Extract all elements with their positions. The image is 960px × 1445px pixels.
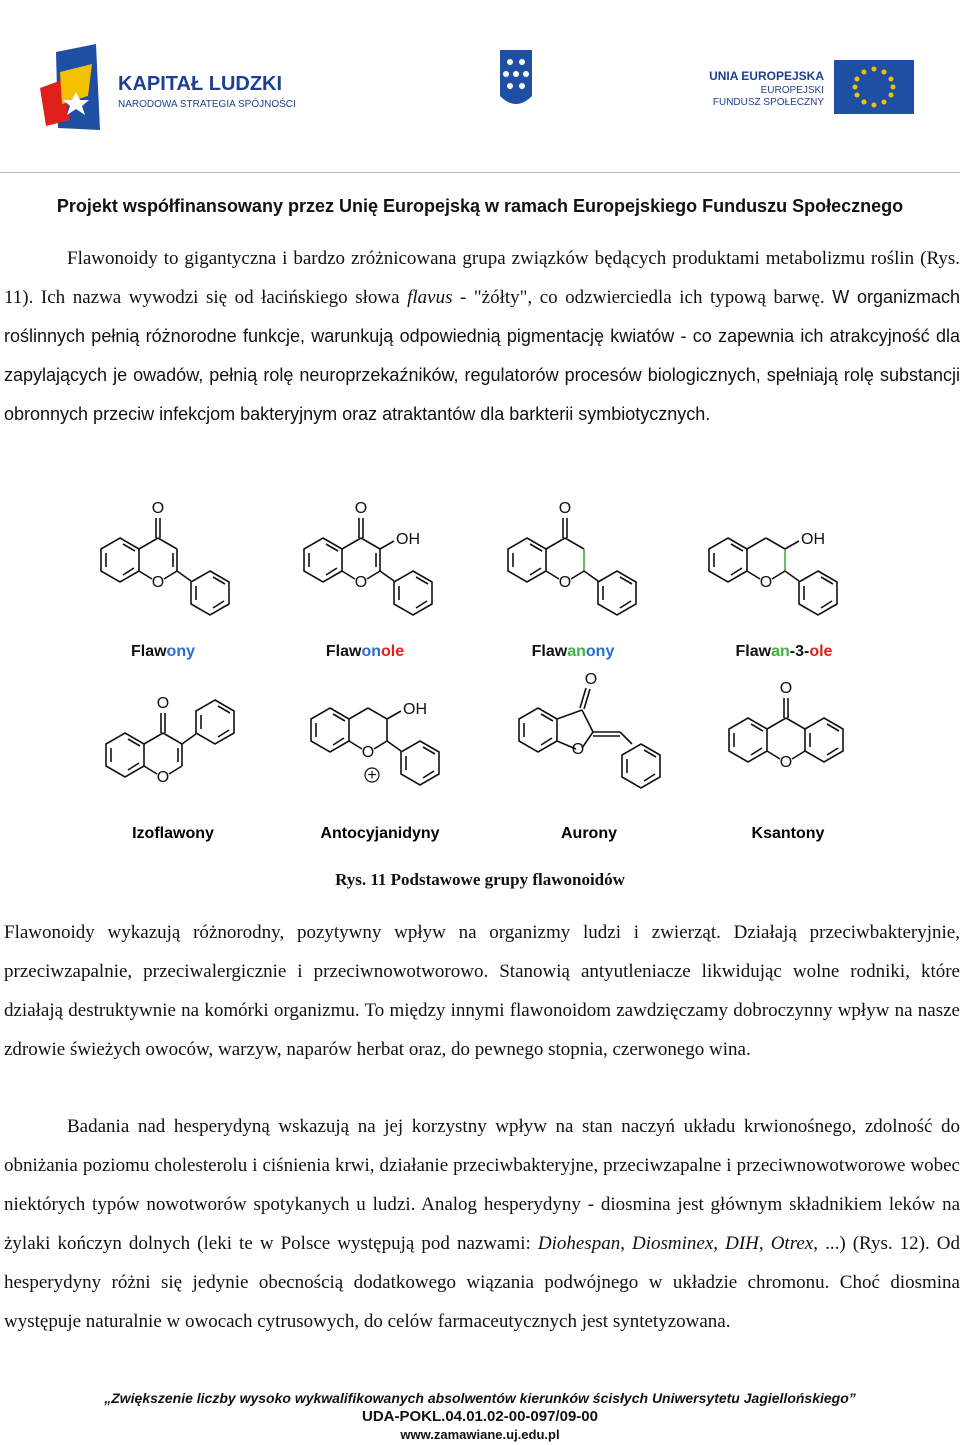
- structure-label: [532, 643, 615, 660]
- ring-oxygen: O: [151, 574, 165, 591]
- structure-label: Antocyjanidyny: [320, 825, 440, 842]
- ring-oxygen: O: [361, 744, 375, 761]
- structure-label: [736, 643, 833, 660]
- structure-label: [326, 643, 404, 660]
- hydroxyl-group: OH: [403, 701, 427, 718]
- phenyl-ring: [191, 571, 229, 615]
- ketone-oxygen: O: [151, 500, 165, 517]
- bond-line: [387, 711, 401, 719]
- paragraph-1: [4, 239, 960, 434]
- bond-line: [571, 571, 584, 579]
- ketone-oxygen: O: [354, 500, 368, 517]
- label-part: Flaw: [130, 643, 167, 660]
- paragraph-3: Badania nad hesperydyną wskazują na jej korzystny wpływ na stan naczyń układu krwionośnego, zdolność do obniżania poziomu cholesterolu i ciśnienia krwi, działanie przeciwbakteryjne, przeciwzapalne i przeciwnowotworowe wobec niektórych typów nowotworów spotykanych u ludzi. Analog hesperydyny - diosmina jest głównym składnikiem leków na żylaki kończyn dolnych (leki te w Polsce występują pod nazwami: Diohespan, Diosminex, DIH, Otrex, ...) (Rys. 12). Od hesperydyny różni się jedynie obecnością dodatkowego wiązania podwójnego w układzie chromonu. Choć diosmina występuje naturalnie w owocach cytrusowych, do celów farmaceutycznych jest syntetyzowana.: [4, 1116, 960, 1332]
- bond-line: [786, 718, 805, 729]
- kl-subtitle: NARODOWA STRATEGIA SPÓJNOŚCI: [118, 99, 296, 110]
- bond-line: [367, 571, 380, 579]
- benzo-ring: [106, 733, 144, 777]
- label-part: Flaw: [325, 643, 362, 660]
- phenyl-ring: [394, 571, 432, 615]
- bond-line: [557, 710, 582, 719]
- bond-line: [380, 541, 394, 549]
- ketone-oxygen: O: [558, 500, 572, 517]
- benzo-ring-left: [729, 718, 767, 762]
- kl-title: KAPITAŁ LUDZKI: [118, 73, 283, 95]
- phenyl-ring: [799, 571, 837, 615]
- ring-oxygen: O: [779, 754, 793, 771]
- label-part: ole: [809, 643, 833, 660]
- p3-name-2: Diosminex: [632, 1233, 714, 1254]
- bond-line: [164, 571, 177, 579]
- p1-text: Flawonoidy to gigantyczna i bardzo zróżnicowana grupa związków będących produktami metabolizmu roślin (Rys. 11). Ich nazwa wywodzi się od łacińskiego słowa: [4, 248, 960, 308]
- bond-line: [546, 571, 559, 579]
- ketone-oxygen: O: [584, 671, 598, 688]
- bond-line: [767, 718, 786, 729]
- footer-line-3: www.zamawiane.uj.edu.pl: [400, 1427, 560, 1442]
- ue-line3: FUNDUSZ SPOŁECZNY: [712, 97, 824, 108]
- benzo-ring: [508, 538, 546, 582]
- benzo-ring-right: [805, 718, 843, 762]
- ue-line2: EUROPEJSKI: [760, 85, 824, 96]
- bond-line: [785, 571, 799, 581]
- ue-title: UNIA EUROPEJSKA: [709, 69, 824, 83]
- bond-line: [368, 708, 387, 719]
- bond-line: [177, 571, 191, 581]
- bond-line: [565, 538, 584, 549]
- bond-line: [767, 751, 780, 759]
- bond-line: [144, 766, 157, 774]
- label-part: Flaw: [735, 643, 772, 660]
- structure-label: Ksantony: [751, 825, 825, 842]
- benzo-ring: [101, 538, 139, 582]
- figure-caption: Rys. 11 Podstawowe grupy flawonoidów: [335, 870, 625, 889]
- bond-line: [747, 538, 766, 549]
- ring-oxygen: O: [558, 574, 572, 591]
- emblem-icon: [500, 50, 532, 104]
- footer-line-1: „Zwiększenie liczby wysoko wykwalifikowanych absolwentów kierunków ścisłych Uniwersytetu Jagiellońskiego”: [104, 1390, 856, 1406]
- structure-label: Aurony: [561, 825, 617, 842]
- header-divider: [0, 172, 960, 173]
- header-banner: [0, 0, 960, 172]
- benzo-ring: [519, 708, 557, 752]
- bond-line: [139, 538, 158, 549]
- p3-text-a: Badania nad hesperydyną wskazują na jej korzystny wpływ na stan naczyń układu krwionośnego, zdolność do obniżania poziomu cholesterolu i ciśnienia krwi, działanie przeciwbakteryjne, przeciwzapalne i przeciwnowotworowe wobec niektórych typów nowotworów spotykanych u ludzi. Analog hesperydyny - diosmina jest głównym składnikiem leków na żylaki kończyn dolnych (leki te w Polsce występują pod nazwami:: [4, 1116, 960, 1254]
- benzo-ring: [709, 538, 747, 582]
- hydroxyl-group: OH: [396, 531, 420, 548]
- bond-line: [747, 571, 760, 579]
- benzo-ring: [304, 538, 342, 582]
- bond-line: [772, 571, 785, 579]
- eu-flag-icon: [834, 60, 914, 114]
- bond-line: [582, 710, 593, 732]
- label-part: an: [771, 643, 790, 660]
- label-part: -3-: [789, 643, 810, 660]
- structure-label: [131, 643, 195, 660]
- label-part: an: [567, 643, 586, 660]
- bond-line: [785, 541, 799, 549]
- p3-name-1: Diohespan: [537, 1233, 621, 1254]
- ring-oxygen: O: [759, 574, 773, 591]
- phenyl-ring: [598, 571, 636, 615]
- phenyl-ring: [401, 741, 439, 785]
- kapital-ludzki-logo: [40, 44, 100, 130]
- bond-line: [792, 751, 805, 759]
- ketone-oxygen: O: [779, 680, 793, 697]
- label-part: ony: [166, 643, 196, 660]
- bond-line: [158, 538, 177, 549]
- footer-line-2: UDA-POKL.04.01.02-00-097/09-00: [362, 1408, 598, 1425]
- p3-name-4: Otrex: [770, 1233, 814, 1254]
- bond-line: [139, 571, 152, 579]
- bond-line: [374, 741, 387, 749]
- label-part: Flaw: [531, 643, 568, 660]
- project-line: Projekt współfinansowany przez Unię Europejską w ramach Europejskiego Funduszu Społecznego: [56, 196, 904, 216]
- bond-line: [163, 733, 182, 744]
- benzo-ring: [311, 708, 349, 752]
- bond-line: [342, 538, 361, 549]
- plus-sign: +: [367, 767, 377, 784]
- bond-line: [546, 538, 565, 549]
- bond-line: [349, 708, 368, 719]
- p3-name-3: DIH: [725, 1233, 759, 1254]
- structures-svg: [0, 490, 960, 850]
- p1-italic: flavus: [407, 287, 453, 308]
- bond-line: [342, 571, 355, 579]
- ring-oxygen: O: [354, 574, 368, 591]
- ketone-oxygen: O: [156, 695, 170, 712]
- label-part: ole: [380, 643, 405, 660]
- phenyl-ring: [622, 744, 660, 788]
- bond-line: [584, 571, 598, 581]
- bond-line: [182, 734, 196, 744]
- p3-name-5: ...: [825, 1233, 840, 1254]
- p3-text-b: ) (Rys. 12). Od hesperydyny różni się jedynie obecnością dodatkowego wiązania podwójnego w układzie chromonu. Choć diosmina występuje naturalnie w owocach cytrusowych, do celów farmaceutycznych jest syntetyzowana.: [4, 1233, 960, 1332]
- flavonoid-figure: [0, 490, 960, 850]
- ring-oxygen: O: [156, 769, 170, 786]
- bond-line: [620, 732, 632, 744]
- paragraph-2: Flawonoidy wykazują różnorodny, pozytywny wpływ na organizmy ludzi i zwierząt. Działają przeciwbakteryjnie, przeciwzapalnie, przeciwalergicznie i przeciwnowotworowo. Stanowią antyutleniacze likwidując wolne rodniki, które działają destruktywnie na komórki organizmu. To między innymi flawonoidom zawdzięczamy dobroczynny wpływ na nasze zdrowie świeżych owoców, warzyw, naparów herbat oraz, do pewnego stopnia, czerwonego wina.: [4, 922, 960, 1060]
- bond-line: [349, 741, 362, 749]
- bond-line: [387, 741, 401, 751]
- ring-oxygen: O: [571, 741, 585, 758]
- structure-label: Izoflawony: [132, 825, 214, 842]
- bond-line: [380, 571, 394, 581]
- p1-cont: - "żółty", co odzwierciedla ich typową barwę.: [460, 287, 825, 308]
- bond-line: [361, 538, 380, 549]
- header-logos: [0, 0, 960, 172]
- label-part: ony: [585, 643, 615, 660]
- bond-line: [169, 766, 182, 774]
- label-part: on: [361, 643, 381, 660]
- p1-sans: W organizmach roślinnych pełnią różnorodne funkcje, warunkują odpowiednią pigmentację kwiatów - co zapewnia ich atrakcyjność dla zapylających je owadów, pełnią rolę neuroprzekaźników, regulatorów procesów biologicznych, spełniają rolę substancji obronnych przeciw infekcjom bakteryjnym oraz atraktantów dla barkterii symbiotycznych.: [4, 287, 960, 424]
- phenyl-ring: [196, 700, 234, 744]
- bond-line: [766, 538, 785, 549]
- bond-line: [144, 733, 163, 744]
- hydroxyl-group: OH: [801, 531, 825, 548]
